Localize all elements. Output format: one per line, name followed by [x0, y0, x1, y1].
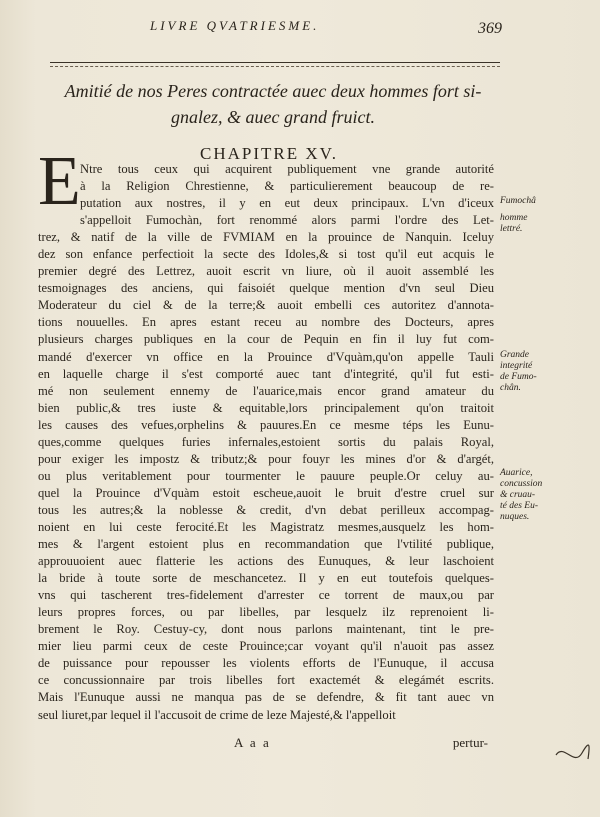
margin-note-line: Grande	[500, 350, 530, 360]
text-line: leurs propres forces, ou par libelles, par lesquelz ilz reprenoient li-	[38, 605, 494, 620]
text-line: mier lieu parmi ceux de ceste Prouince;car voyant qu'il n'auoit pas assez	[38, 639, 494, 654]
text-line: pour exiger les impostz & tributz;& pour fouyr les mines d'or & d'argét,	[38, 451, 494, 466]
text-line: les causes des vefues,orphelins & pauures.En ce mesme téps les Eunu-	[38, 417, 494, 432]
margin-note-line: nuques.	[500, 512, 530, 522]
catchword: pertur-	[452, 735, 488, 750]
text-line: putation aux nostres, il y en eut deux principaux. L'vn d'iceux	[80, 196, 494, 211]
drop-cap: E	[38, 143, 81, 220]
text-line: en laquelle charge il s'est comporté auec tant d'integrité, qu'il fut esti-	[38, 366, 494, 381]
body-text	[38, 161, 494, 724]
running-head: LIVRE QVATRIESME.	[150, 18, 320, 33]
text-line: mes & l'argent estoient plus en recommandation que l'vtilité publique,	[38, 537, 494, 552]
text-line: ques,comme quelques furies infernales,estoient sortis du palais Royal,	[38, 434, 494, 449]
text-line: premier degré des Lettrez, auoit escrit vn liure, où il auoit assemblé les	[38, 264, 494, 279]
text-line: dez son enfance perfectioit la secte des Idoles,& si tost qu'il eut acquis le	[38, 247, 494, 262]
chapter-number: CHAPITRE XV.	[200, 144, 338, 163]
text-line: ce concussionnaire par trois libelles fort exactemét & elegámét escrits.	[38, 673, 494, 688]
text-line: noient en lui ceste ferocité.Et les Magistratz mesmes,ausquelz les hom-	[38, 519, 494, 534]
text-line: Moderateur du ciel & de la terre;& auoit embelli ces autoritez d'annota-	[38, 298, 494, 313]
header-rule	[50, 62, 500, 63]
text-line: Ntre tous ceux qui acquirent publiquement vne grande autorité	[80, 162, 494, 176]
margin-note-line: homme	[500, 213, 528, 223]
text-line: mandé d'exercer vn office en la Prouince d'Vquàm,qu'on appelle Tauli	[38, 349, 494, 364]
text-line: la bride à toute sorte de meschancetez. Il y en eut toutefois quelques-	[38, 571, 494, 586]
margin-note-line: concussion	[500, 479, 543, 489]
text-line: plusieurs charges publiques en la cour de Pequin en fin il luy fut com-	[38, 332, 494, 347]
text-line: trez, & natif de la ville de FVMIAM en la prouince de Nanquin. Iceluy	[38, 230, 494, 245]
text-line: s'appelloit Fumochàn, fort renommé alors parmi l'ordre des Let-	[80, 213, 494, 228]
margin-note-3	[500, 468, 570, 523]
text-line: quel la Prouince d'Vquàm estoit escheue,auoit le bruit d'estre cruel sur	[38, 485, 494, 500]
margin-note-line: & cruau-	[500, 490, 536, 500]
text-line: bien public,& tres iuste & equitable,lors principalement qu'on traitoit	[38, 400, 494, 415]
margin-note-2	[500, 350, 570, 394]
printers-flourish-icon	[552, 735, 592, 775]
margin-note-line: chân.	[500, 383, 521, 393]
chapter-heading-line-1: Amitié de nos Peres contractée auec deux hommes fort si-	[64, 81, 482, 101]
text-line: vns qui tascherent tres-fidelement d'arrester ce torrent de maux,ou par	[38, 588, 494, 603]
text-line: brement le Roy. Cestuy-cy, dont nous parlons maintenant, tint le pre-	[38, 622, 494, 637]
text-line: mé non seulement ennemy de l'auarice,mais encor grand amateur du	[38, 383, 494, 398]
margin-note-line: lettré.	[500, 224, 523, 234]
header-ornament-rule	[50, 66, 500, 67]
text-line: à la Religion Chrestienne, & particulierement beaucoup de re-	[80, 179, 494, 194]
text-line: tions nouuelles. En apres estant receu au nombre des Docteurs, apres	[38, 315, 494, 330]
margin-note-1	[500, 196, 570, 235]
margin-note-line: Auarice,	[500, 468, 533, 478]
chapter-heading	[38, 78, 508, 130]
text-line: Mais l'Eunuque aussi ne manqua pas de se defendre, & fit tant auec vn	[38, 690, 494, 705]
margin-note-line: integrité	[500, 361, 533, 371]
margin-note-line: de Fumo-	[500, 372, 537, 382]
margin-note-line: Fumochâ	[500, 196, 536, 206]
text-line: ou plus veritablement pour tourmenter le pauure peuple.Or celuy au-	[38, 468, 494, 483]
text-line: seul liuret,par lequel il l'accusoit de crime de leze Majesté,& l'appelloit	[38, 707, 396, 722]
chapter-heading-line-2: gnalez, & auec grand fruict.	[171, 107, 375, 127]
text-line: tesmoignages des anciens, qui faisoiét quelque mention d'vn seul Dieu	[38, 281, 494, 296]
text-line: approuuoient auec flatterie les actions des Eunuques, & leur laschoient	[38, 554, 494, 569]
margin-note-line: té des Eu-	[500, 501, 538, 511]
page-number: 369	[478, 20, 502, 37]
text-line: de puissance pour repousser les violents efforts de l'Eunuque, il accusa	[38, 656, 494, 671]
text-line: tous les autres;& la noblesse & credit, d'vn debat perilleux accompag-	[38, 502, 494, 517]
signature-mark: A a a	[234, 735, 271, 750]
